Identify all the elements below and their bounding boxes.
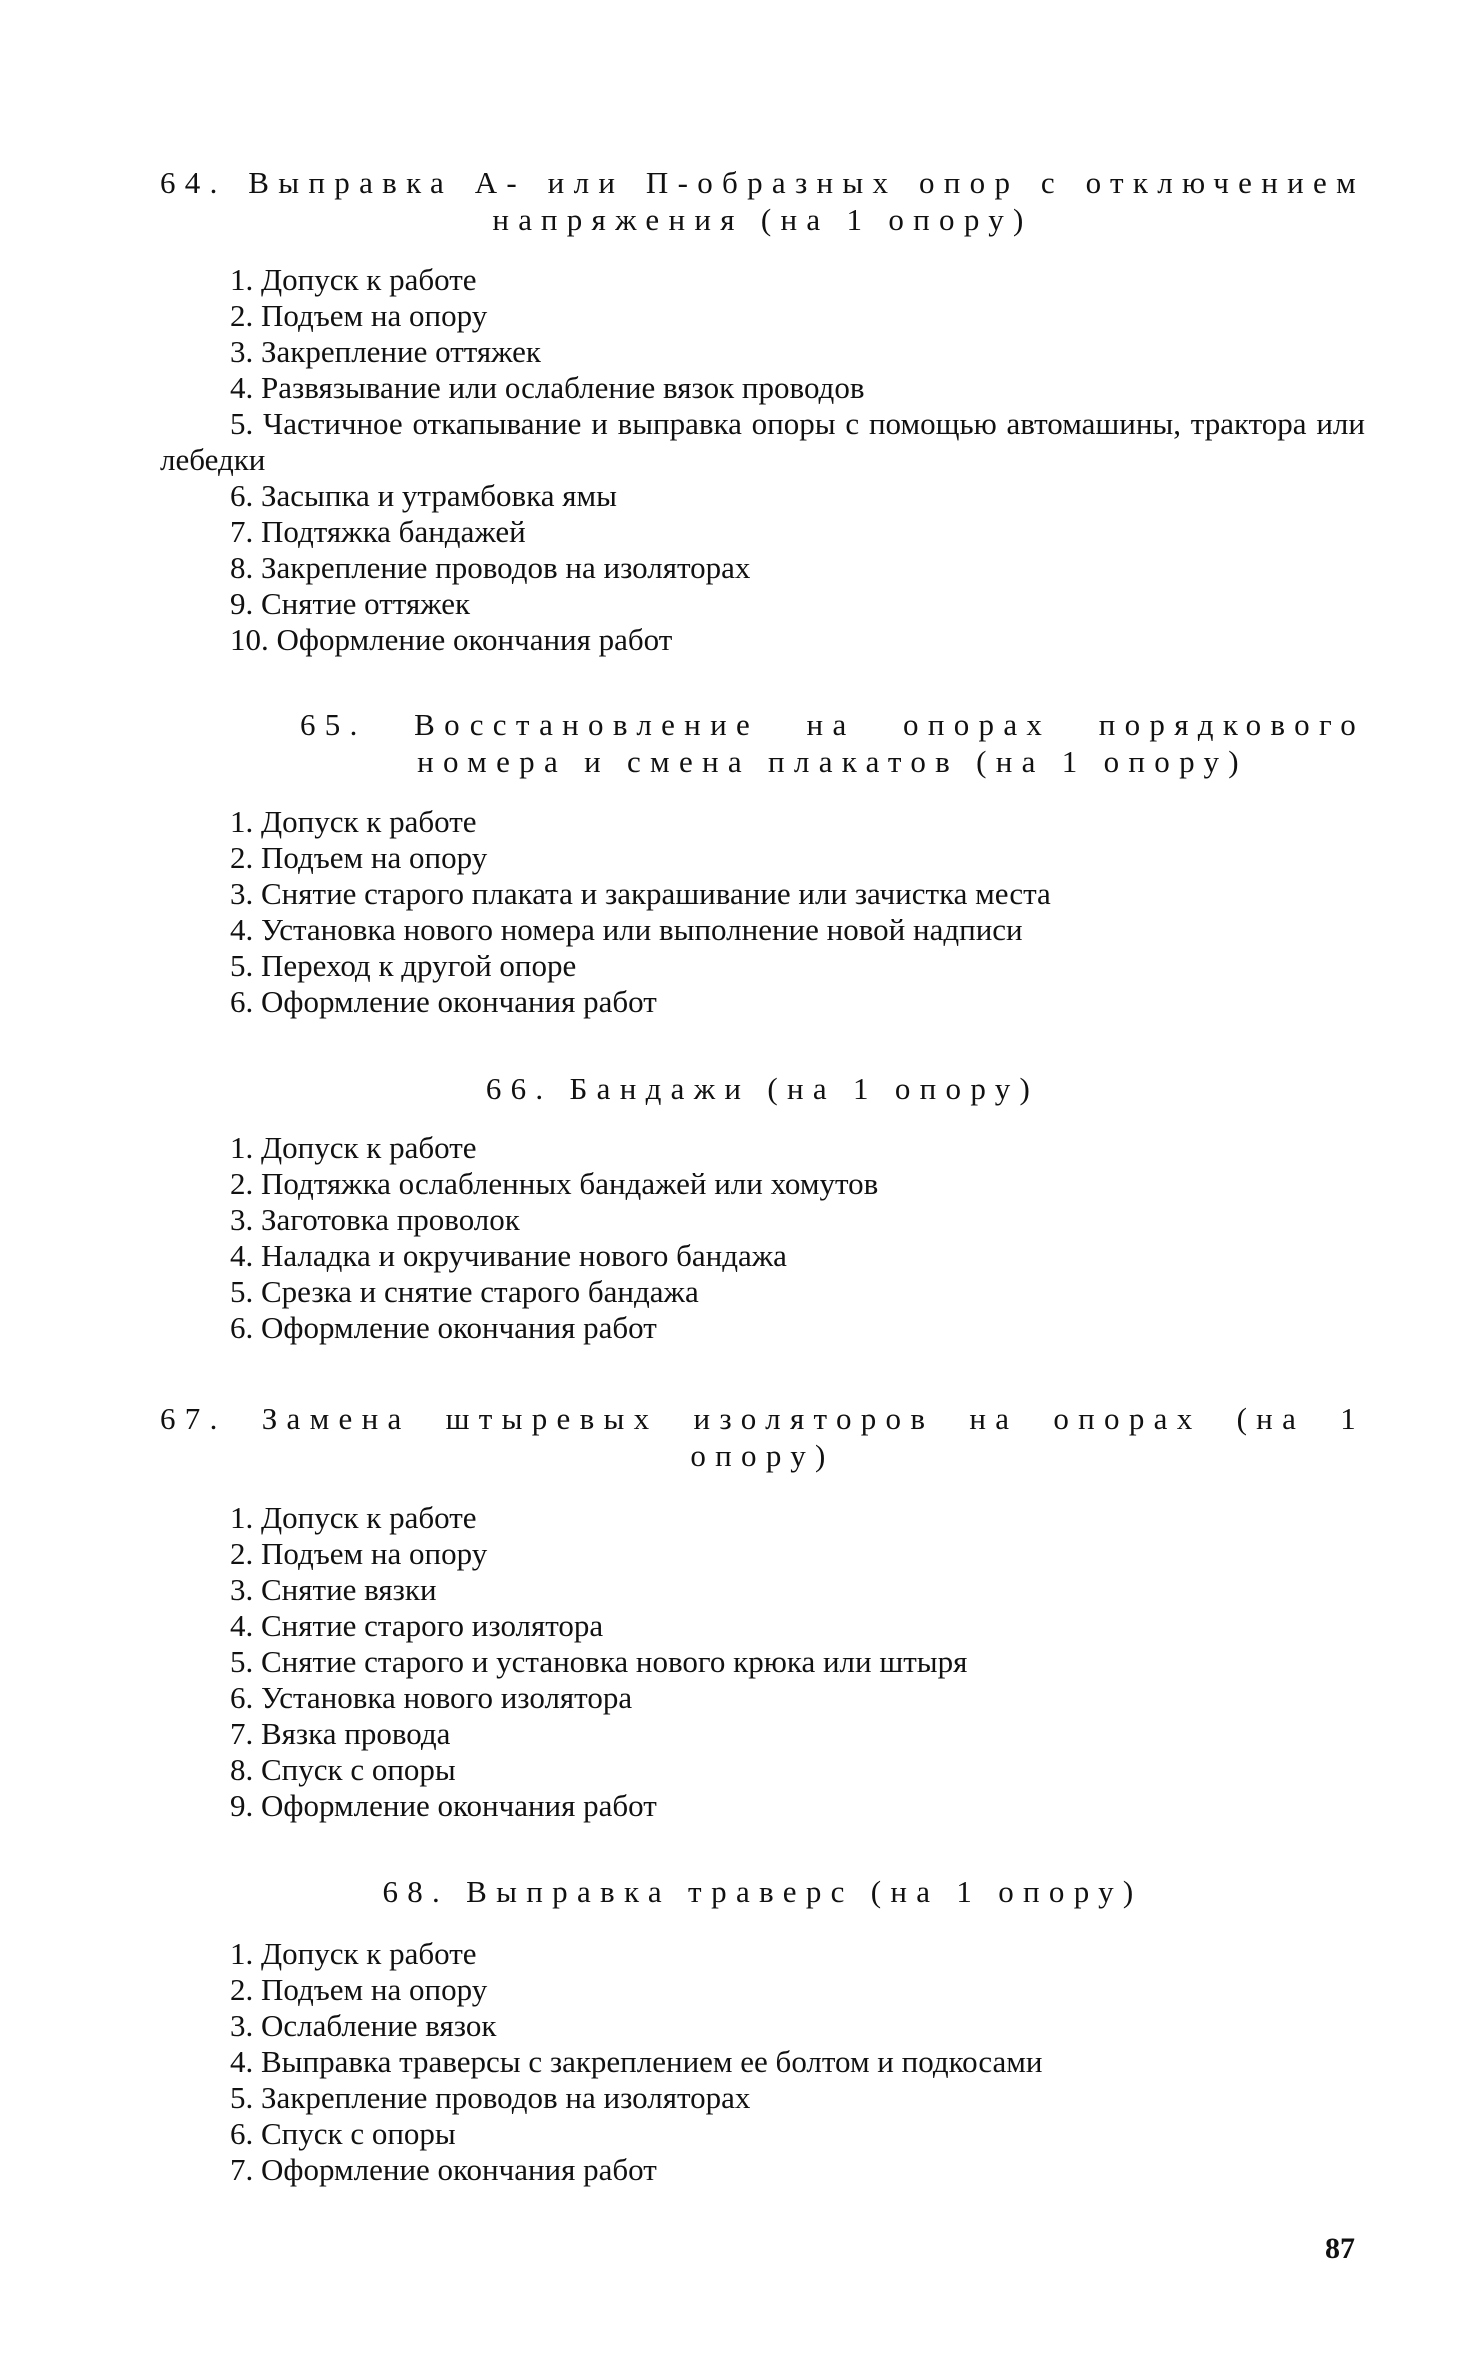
list-item: 3. Заготовка проволок: [230, 1202, 520, 1237]
list-item: 3. Снятие вязки: [230, 1572, 437, 1607]
section-heading: 67. Замена штыревых изоляторов на опорах (на 1 опору): [160, 1401, 1365, 1473]
section-heading: 68. Выправка траверс (на 1 опору): [382, 1874, 1143, 1909]
list-item: 7. Оформление окончания работ: [230, 2152, 657, 2187]
step-list: [160, 1130, 1365, 1346]
list-item: 2. Подъем на опору: [230, 1972, 488, 2007]
list-item: 6. Установка нового изолятора: [230, 1680, 633, 1715]
list-item: 2. Подъем на опору: [230, 840, 488, 875]
list-item: 5. Снятие старого и установка нового крюка или штыря: [230, 1644, 968, 1679]
page-number: 87: [1325, 2232, 1355, 2265]
list-item: 8. Закрепление проводов на изоляторах: [230, 550, 751, 585]
list-item: 1. Допуск к работе: [230, 804, 477, 839]
list-item: 9. Снятие оттяжек: [230, 586, 471, 621]
list-item: 2. Подъем на опору: [230, 1536, 488, 1571]
list-item: 4. Установка нового номера или выполнение новой надписи: [230, 912, 1023, 947]
step-list: [160, 1500, 1365, 1824]
list-item: 6. Оформление окончания работ: [230, 1310, 657, 1345]
list-item: 2. Подъем на опору: [230, 298, 488, 333]
list-item: 5. Закрепление проводов на изоляторах: [230, 2080, 751, 2115]
step-list: [160, 1936, 1365, 2188]
list-item: 1. Допуск к работе: [230, 262, 477, 297]
list-item: 1. Допуск к работе: [230, 1500, 477, 1535]
list-item: 3. Закрепление оттяжек: [230, 334, 541, 369]
list-item: 6. Спуск с опоры: [230, 2116, 456, 2151]
list-item: 4. Снятие старого изолятора: [230, 1608, 604, 1643]
list-item: 5. Срезка и снятие старого бандажа: [230, 1274, 699, 1309]
list-item: 4. Наладка и окручивание нового бандажа: [230, 1238, 787, 1273]
list-item: 8. Спуск с опоры: [230, 1752, 456, 1787]
list-item: 3. Снятие старого плаката и закрашивание или зачистка места: [230, 876, 1051, 911]
list-item: 9. Оформление окончания работ: [230, 1788, 657, 1823]
list-item: 5. Переход к другой опоре: [230, 948, 577, 983]
list-item: 2. Подтяжка ослабленных бандажей или хомутов: [230, 1166, 879, 1201]
list-item: 5. Частичное откапывание и выправка опоры с помощью автомашины, трактора или лебедки: [160, 406, 1365, 477]
list-item: 1. Допуск к работе: [230, 1130, 477, 1165]
list-item: 3. Ослабление вязок: [230, 2008, 497, 2043]
section-heading: 66. Бандажи (на 1 опору): [485, 1071, 1040, 1106]
section-heading: 65. Восстановление на опорах порядкового номера и смена плакатов (на 1 опору): [300, 707, 1365, 779]
list-item: 6. Засыпка и утрамбовка ямы: [230, 478, 617, 513]
step-list: [160, 262, 1365, 658]
list-item: 4. Развязывание или ослабление вязок проводов: [230, 370, 865, 405]
list-item: 7. Вязка провода: [230, 1716, 451, 1751]
list-item: 1. Допуск к работе: [230, 1936, 477, 1971]
list-item: 7. Подтяжка бандажей: [230, 514, 526, 549]
list-item: 10. Оформление окончания работ: [230, 622, 673, 657]
step-list: [160, 804, 1365, 1020]
list-item: 4. Выправка траверсы с закреплением ее болтом и подкосами: [230, 2044, 1043, 2079]
section-heading: 64. Выправка А- или П-образных опор с отключением напряжения (на 1 опору): [160, 165, 1365, 237]
list-item: 6. Оформление окончания работ: [230, 984, 657, 1019]
